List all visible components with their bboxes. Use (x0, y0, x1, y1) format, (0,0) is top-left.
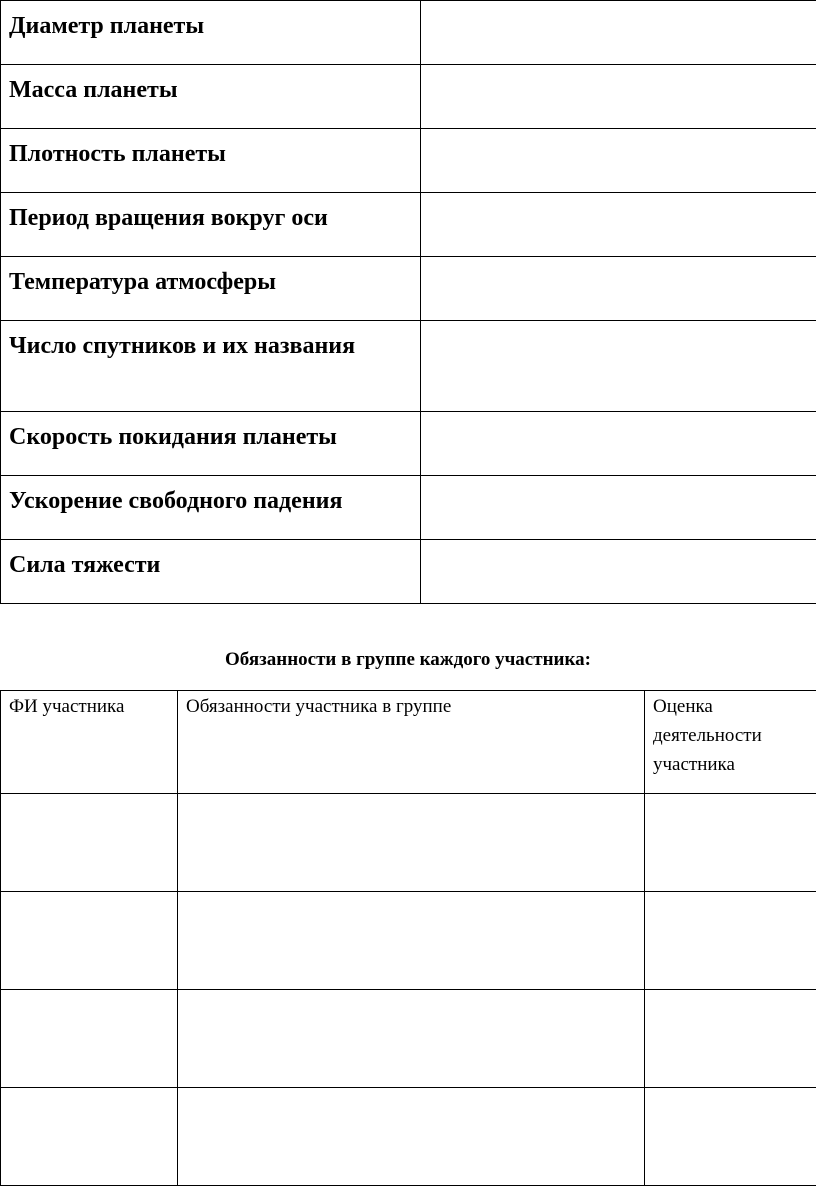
row-label: Ускорение свободного падения (1, 476, 421, 540)
row-value-cell[interactable] (421, 129, 816, 193)
row-label: Период вращения вокруг оси (1, 193, 421, 257)
row-value-cell[interactable] (421, 476, 816, 540)
table-header-row (1, 691, 816, 794)
row-value-cell[interactable] (421, 193, 816, 257)
row-label: Скорость покидания планеты (1, 412, 421, 476)
column-header-grade: Оценка деятельности участника (645, 691, 816, 794)
table-row (1, 412, 816, 476)
section-title: Обязанности в группе каждого участника: (225, 649, 591, 670)
table-cell[interactable] (645, 892, 816, 990)
row-value-cell[interactable] (421, 412, 816, 476)
row-label: Число спутников и их названия (1, 321, 421, 412)
table-row (1, 1088, 816, 1186)
row-label: Сила тяжести (1, 540, 421, 604)
row-label: Плотность планеты (1, 129, 421, 193)
row-value-cell[interactable] (421, 65, 816, 129)
table-cell[interactable] (1, 990, 178, 1088)
row-label: Температура атмосферы (1, 257, 421, 321)
row-label: Диаметр планеты (1, 1, 421, 65)
table-row (1, 794, 816, 892)
row-label: Масса планеты (1, 65, 421, 129)
table-cell[interactable] (1, 892, 178, 990)
table-cell[interactable] (645, 794, 816, 892)
row-value-cell[interactable] (421, 1, 816, 65)
table-cell[interactable] (645, 1088, 816, 1186)
table-row (1, 1, 816, 65)
table-row (1, 193, 816, 257)
group-roles-table (0, 690, 816, 1186)
table-cell[interactable] (645, 990, 816, 1088)
table-row (1, 540, 816, 604)
table-row (1, 257, 816, 321)
table-row (1, 990, 816, 1088)
table-cell[interactable] (1, 794, 178, 892)
table-row (1, 476, 816, 540)
table-cell[interactable] (178, 794, 645, 892)
table-cell[interactable] (178, 1088, 645, 1186)
table-cell[interactable] (1, 1088, 178, 1186)
row-value-cell[interactable] (421, 257, 816, 321)
row-value-cell[interactable] (421, 321, 816, 412)
table-row (1, 65, 816, 129)
row-value-cell[interactable] (421, 540, 816, 604)
table-row (1, 129, 816, 193)
table-row (1, 892, 816, 990)
table-row (1, 321, 816, 412)
table-cell[interactable] (178, 892, 645, 990)
column-header-duties: Обязанности участника в группе (178, 691, 645, 794)
table-cell[interactable] (178, 990, 645, 1088)
column-header-name: ФИ участника (1, 691, 178, 794)
